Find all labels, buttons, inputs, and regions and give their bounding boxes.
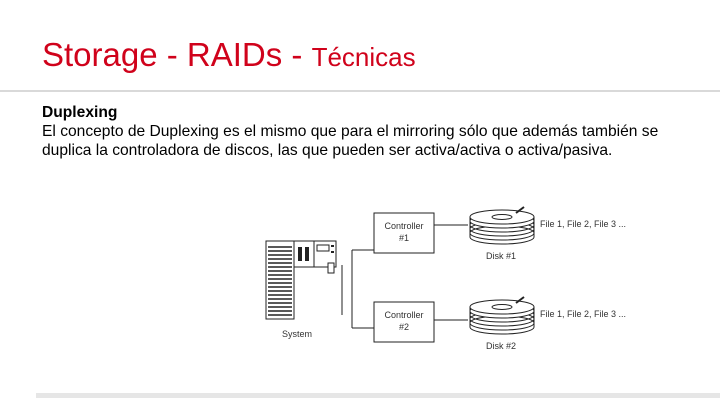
controller-2	[374, 302, 434, 342]
controller-1-line2: #1	[398, 233, 410, 243]
system-label: System	[282, 329, 313, 339]
footer-bar	[36, 393, 720, 398]
disk-1-label: Disk #1	[486, 251, 517, 261]
disk-2-label: Disk #2	[486, 341, 517, 351]
controller-1-line1: Controller	[384, 221, 424, 231]
title-divider	[0, 90, 720, 92]
section-heading: Duplexing	[42, 104, 118, 121]
section-paragraph: El concepto de Duplexing es el mismo que para el mirroring sólo que además también se duplica la controladora de discos, las que pueden ser activa/activa o activa/pasiva.	[42, 123, 659, 159]
controller-1	[374, 213, 434, 253]
slide-title	[42, 38, 416, 71]
disk-2-icon	[470, 297, 534, 334]
slide-body	[42, 103, 682, 160]
duplexing-diagram	[258, 195, 658, 355]
disk-2-files: File 1, File 2, File 3 ...	[540, 309, 627, 319]
title-main: Storage - RAIDs -	[42, 36, 312, 73]
controller-2-line1: Controller	[384, 310, 424, 320]
title-sub: Técnicas	[311, 42, 416, 72]
system-computer-icon	[266, 241, 336, 319]
disk-1-icon	[470, 207, 534, 244]
disk-1-files: File 1, File 2, File 3 ...	[540, 219, 627, 229]
controller-2-line2: #2	[398, 322, 410, 332]
